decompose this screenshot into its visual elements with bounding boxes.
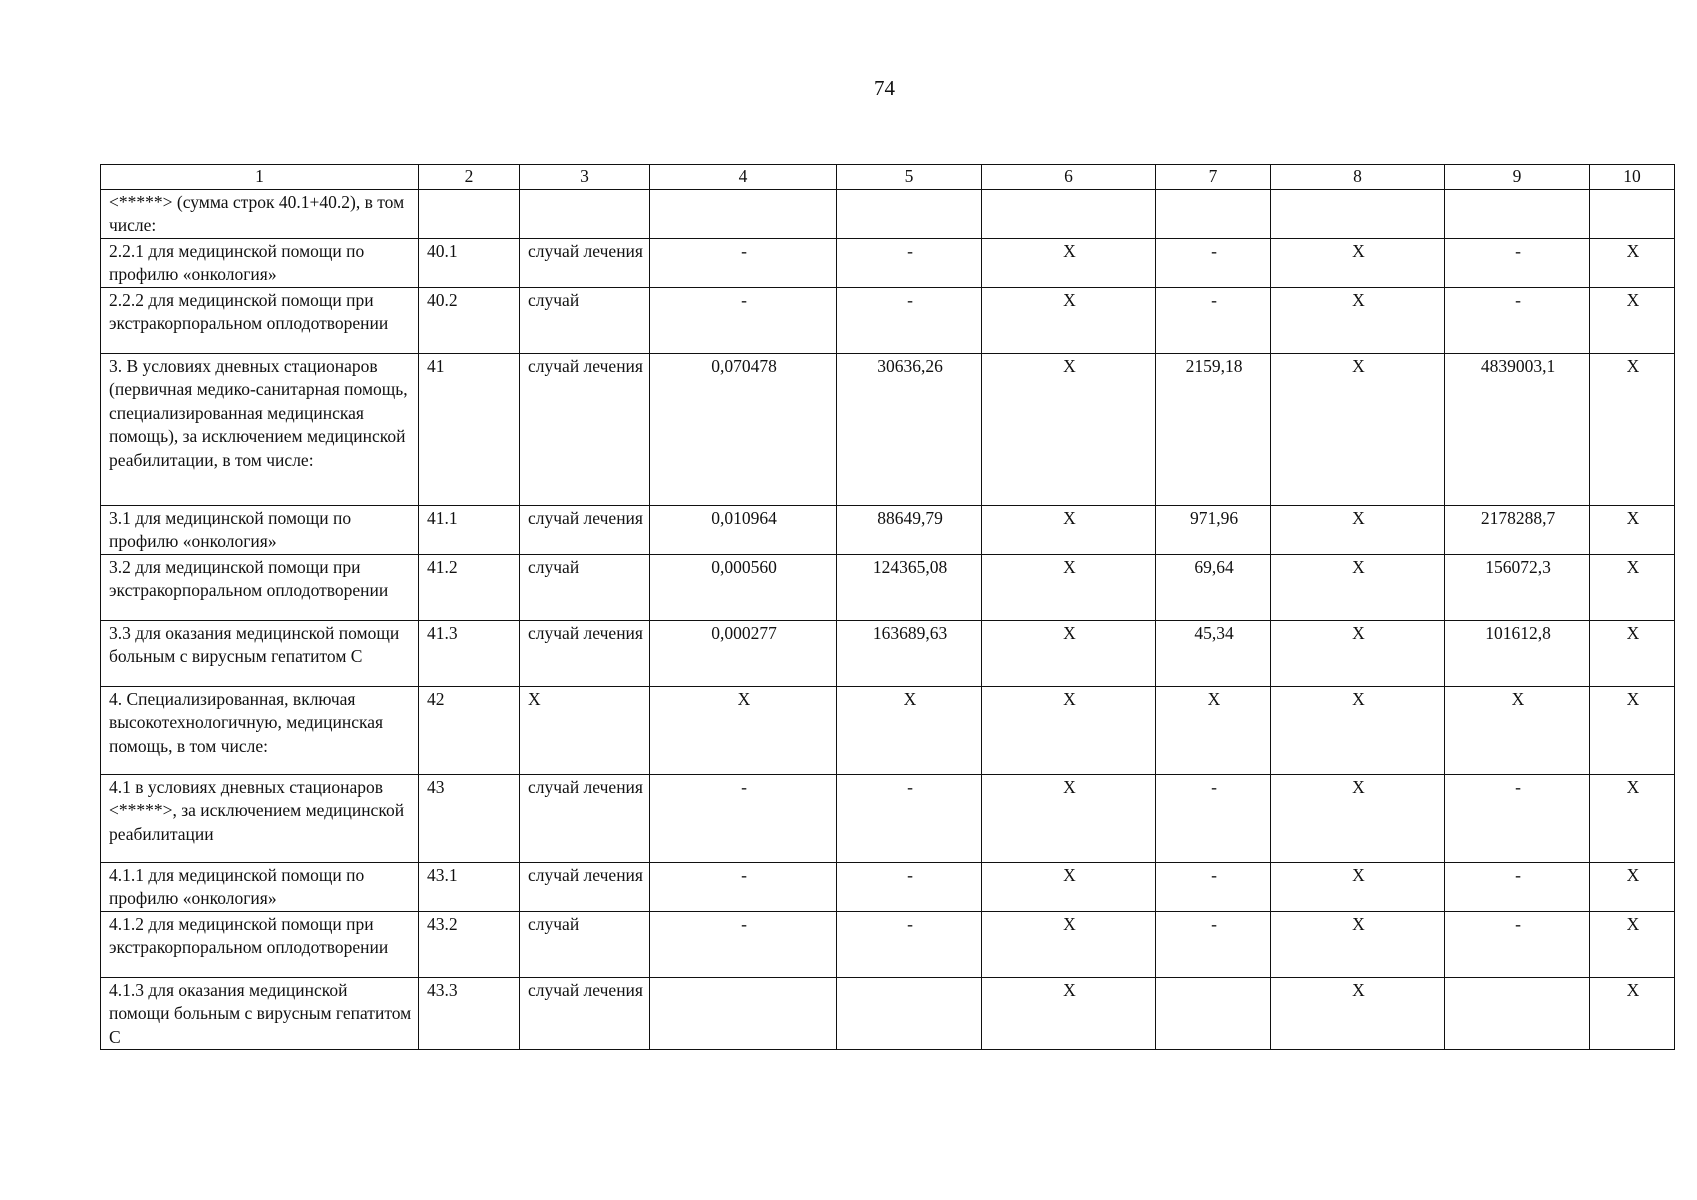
- table-cell-col-6: Х: [982, 238, 1156, 287]
- table-cell-col-7: 971,96: [1156, 505, 1271, 554]
- table-cell-col-6: Х: [982, 505, 1156, 554]
- table-cell-col-1: 3. В условиях дневных стационаров (первичная медико-санитарная помощь, специализированная медицинская помощь), за исключением медицинской реабилитации, в том числе:: [101, 353, 419, 505]
- table-cell-col-5: -: [837, 862, 982, 911]
- table-cell-col-7: [1156, 977, 1271, 1050]
- table-cell-col-8: Х: [1271, 620, 1445, 686]
- table-cell-col-10: Х: [1590, 238, 1675, 287]
- table-cell-col-4: 0,000277: [650, 620, 837, 686]
- table-cell-col-6: Х: [982, 686, 1156, 774]
- table-cell-col-8: Х: [1271, 353, 1445, 505]
- table-cell-col-6: Х: [982, 620, 1156, 686]
- table-cell-col-8: Х: [1271, 977, 1445, 1050]
- table-cell-col-5: 88649,79: [837, 505, 982, 554]
- table-cell-col-1: 3.2 для медицинской помощи при экстракорпоральном оплодотворении: [101, 554, 419, 620]
- table-cell-col-7: 69,64: [1156, 554, 1271, 620]
- header-row: [101, 165, 1675, 190]
- table-cell-col-5: -: [837, 287, 982, 353]
- table-cell-col-8: Х: [1271, 238, 1445, 287]
- header-cell-5: 5: [837, 165, 982, 190]
- table-row: [101, 189, 1675, 238]
- table-cell-col-4: 0,000560: [650, 554, 837, 620]
- table-cell-col-3: случай лечения: [520, 977, 650, 1050]
- table-cell-col-6: Х: [982, 911, 1156, 977]
- table-cell-col-4: -: [650, 862, 837, 911]
- table-cell-col-8: Х: [1271, 862, 1445, 911]
- table-cell-col-2: 41.3: [419, 620, 520, 686]
- table-cell-col-9: 4839003,1: [1445, 353, 1590, 505]
- table-cell-col-1: 4.1.3 для оказания медицинской помощи больным с вирусным гепатитом С: [101, 977, 419, 1050]
- table-cell-col-1: 4.1.2 для медицинской помощи при экстракорпоральном оплодотворении: [101, 911, 419, 977]
- table-cell-col-1: 3.3 для оказания медицинской помощи больным с вирусным гепатитом С: [101, 620, 419, 686]
- table-cell-col-8: Х: [1271, 911, 1445, 977]
- table-cell-col-5: -: [837, 238, 982, 287]
- table-cell-col-1: 4.1.1 для медицинской помощи по профилю «онкология»: [101, 862, 419, 911]
- header-cell-1: 1: [101, 165, 419, 190]
- table-cell-col-10: [1590, 189, 1675, 238]
- table-cell-col-2: 43: [419, 774, 520, 862]
- table-cell-col-5: 124365,08: [837, 554, 982, 620]
- table-cell-col-3: случай: [520, 911, 650, 977]
- table-cell-col-1: 3.1 для медицинской помощи по профилю «онкология»: [101, 505, 419, 554]
- table-cell-col-8: Х: [1271, 686, 1445, 774]
- page-number: 74: [874, 76, 895, 100]
- table-row: [101, 977, 1675, 1050]
- table-cell-col-2: 43.1: [419, 862, 520, 911]
- table-cell-col-4: 0,070478: [650, 353, 837, 505]
- table-cell-col-2: 40.2: [419, 287, 520, 353]
- table-cell-col-6: Х: [982, 554, 1156, 620]
- table-cell-col-7: 45,34: [1156, 620, 1271, 686]
- table-cell-col-3: Х: [520, 686, 650, 774]
- table-cell-col-10: Х: [1590, 862, 1675, 911]
- table-cell-col-9: 156072,3: [1445, 554, 1590, 620]
- table-cell-col-5: -: [837, 774, 982, 862]
- table-cell-col-4: -: [650, 287, 837, 353]
- table-cell-col-9: -: [1445, 862, 1590, 911]
- table-cell-col-4: Х: [650, 686, 837, 774]
- table-cell-col-6: Х: [982, 977, 1156, 1050]
- table-cell-col-3: случай: [520, 287, 650, 353]
- table-cell-col-2: 43.3: [419, 977, 520, 1050]
- table-cell-col-5: [837, 189, 982, 238]
- table-cell-col-3: случай лечения: [520, 353, 650, 505]
- table-row: [101, 505, 1675, 554]
- table-cell-col-9: 2178288,7: [1445, 505, 1590, 554]
- table-cell-col-3: случай лечения: [520, 620, 650, 686]
- table-cell-col-2: 41.1: [419, 505, 520, 554]
- header-cell-9: 9: [1445, 165, 1590, 190]
- table-row: [101, 911, 1675, 977]
- table-cell-col-10: Х: [1590, 287, 1675, 353]
- header-cell-7: 7: [1156, 165, 1271, 190]
- table-cell-col-1: 2.2.1 для медицинской помощи по профилю «онкология»: [101, 238, 419, 287]
- table-row: [101, 287, 1675, 353]
- data-table: [100, 164, 1675, 1050]
- header-cell-4: 4: [650, 165, 837, 190]
- table-cell-col-3: случай лечения: [520, 505, 650, 554]
- table-cell-col-6: Х: [982, 287, 1156, 353]
- table-cell-col-1: 4.1 в условиях дневных стационаров <*****>, за исключением медицинской реабилитации: [101, 774, 419, 862]
- table-cell-col-10: Х: [1590, 977, 1675, 1050]
- table-cell-col-7: -: [1156, 774, 1271, 862]
- table-cell-col-9: -: [1445, 911, 1590, 977]
- header-cell-6: 6: [982, 165, 1156, 190]
- table-cell-col-4: 0,010964: [650, 505, 837, 554]
- table-cell-col-5: [837, 977, 982, 1050]
- table-cell-col-2: [419, 189, 520, 238]
- table-cell-col-3: случай лечения: [520, 238, 650, 287]
- table-cell-col-4: [650, 189, 837, 238]
- table-cell-col-9: -: [1445, 774, 1590, 862]
- table-cell-col-7: -: [1156, 862, 1271, 911]
- table-cell-col-9: 101612,8: [1445, 620, 1590, 686]
- table-cell-col-5: 163689,63: [837, 620, 982, 686]
- header-cell-8: 8: [1271, 165, 1445, 190]
- table-row: [101, 620, 1675, 686]
- table-cell-col-2: 41.2: [419, 554, 520, 620]
- table-cell-col-5: 30636,26: [837, 353, 982, 505]
- table-cell-col-4: -: [650, 238, 837, 287]
- table-row: [101, 353, 1675, 505]
- table-cell-col-2: 41: [419, 353, 520, 505]
- table-cell-col-6: Х: [982, 353, 1156, 505]
- table-cell-col-10: Х: [1590, 911, 1675, 977]
- table-cell-col-2: 42: [419, 686, 520, 774]
- table-row: [101, 238, 1675, 287]
- table-cell-col-5: -: [837, 911, 982, 977]
- header-cell-10: 10: [1590, 165, 1675, 190]
- table-cell-col-10: Х: [1590, 774, 1675, 862]
- table-cell-col-3: случай лечения: [520, 774, 650, 862]
- table-cell-col-1: <*****> (сумма строк 40.1+40.2), в том числе:: [101, 189, 419, 238]
- table-cell-col-3: [520, 189, 650, 238]
- table-cell-col-8: Х: [1271, 505, 1445, 554]
- table-cell-col-2: 43.2: [419, 911, 520, 977]
- table-cell-col-2: 40.1: [419, 238, 520, 287]
- table-cell-col-9: -: [1445, 287, 1590, 353]
- table-row: [101, 686, 1675, 774]
- table-cell-col-7: 2159,18: [1156, 353, 1271, 505]
- table-cell-col-4: [650, 977, 837, 1050]
- table-cell-col-4: -: [650, 774, 837, 862]
- table-cell-col-6: Х: [982, 862, 1156, 911]
- table-cell-col-9: [1445, 189, 1590, 238]
- table-cell-col-10: Х: [1590, 353, 1675, 505]
- header-cell-3: 3: [520, 165, 650, 190]
- table-cell-col-10: Х: [1590, 505, 1675, 554]
- table-cell-col-10: Х: [1590, 620, 1675, 686]
- table-cell-col-7: -: [1156, 911, 1271, 977]
- table-cell-col-7: Х: [1156, 686, 1271, 774]
- header-cell-2: 2: [419, 165, 520, 190]
- table-cell-col-10: Х: [1590, 686, 1675, 774]
- table-cell-col-5: Х: [837, 686, 982, 774]
- table-cell-col-7: -: [1156, 287, 1271, 353]
- table-cell-col-8: Х: [1271, 287, 1445, 353]
- table-cell-col-3: случай лечения: [520, 862, 650, 911]
- table-cell-col-8: [1271, 189, 1445, 238]
- table-cell-col-9: Х: [1445, 686, 1590, 774]
- table-row: [101, 862, 1675, 911]
- table-cell-col-6: [982, 189, 1156, 238]
- table-cell-col-8: Х: [1271, 774, 1445, 862]
- table-cell-col-4: -: [650, 911, 837, 977]
- table-cell-col-6: Х: [982, 774, 1156, 862]
- table-cell-col-1: 2.2.2 для медицинской помощи при экстракорпоральном оплодотворении: [101, 287, 419, 353]
- table-cell-col-7: -: [1156, 238, 1271, 287]
- table-row: [101, 554, 1675, 620]
- table-cell-col-1: 4. Специализированная, включая высокотехнологичную, медицинская помощь, в том числе:: [101, 686, 419, 774]
- table-cell-col-9: -: [1445, 238, 1590, 287]
- table-cell-col-10: Х: [1590, 554, 1675, 620]
- table-cell-col-3: случай: [520, 554, 650, 620]
- table-cell-col-7: [1156, 189, 1271, 238]
- table-cell-col-8: Х: [1271, 554, 1445, 620]
- table-cell-col-9: [1445, 977, 1590, 1050]
- table-row: [101, 774, 1675, 862]
